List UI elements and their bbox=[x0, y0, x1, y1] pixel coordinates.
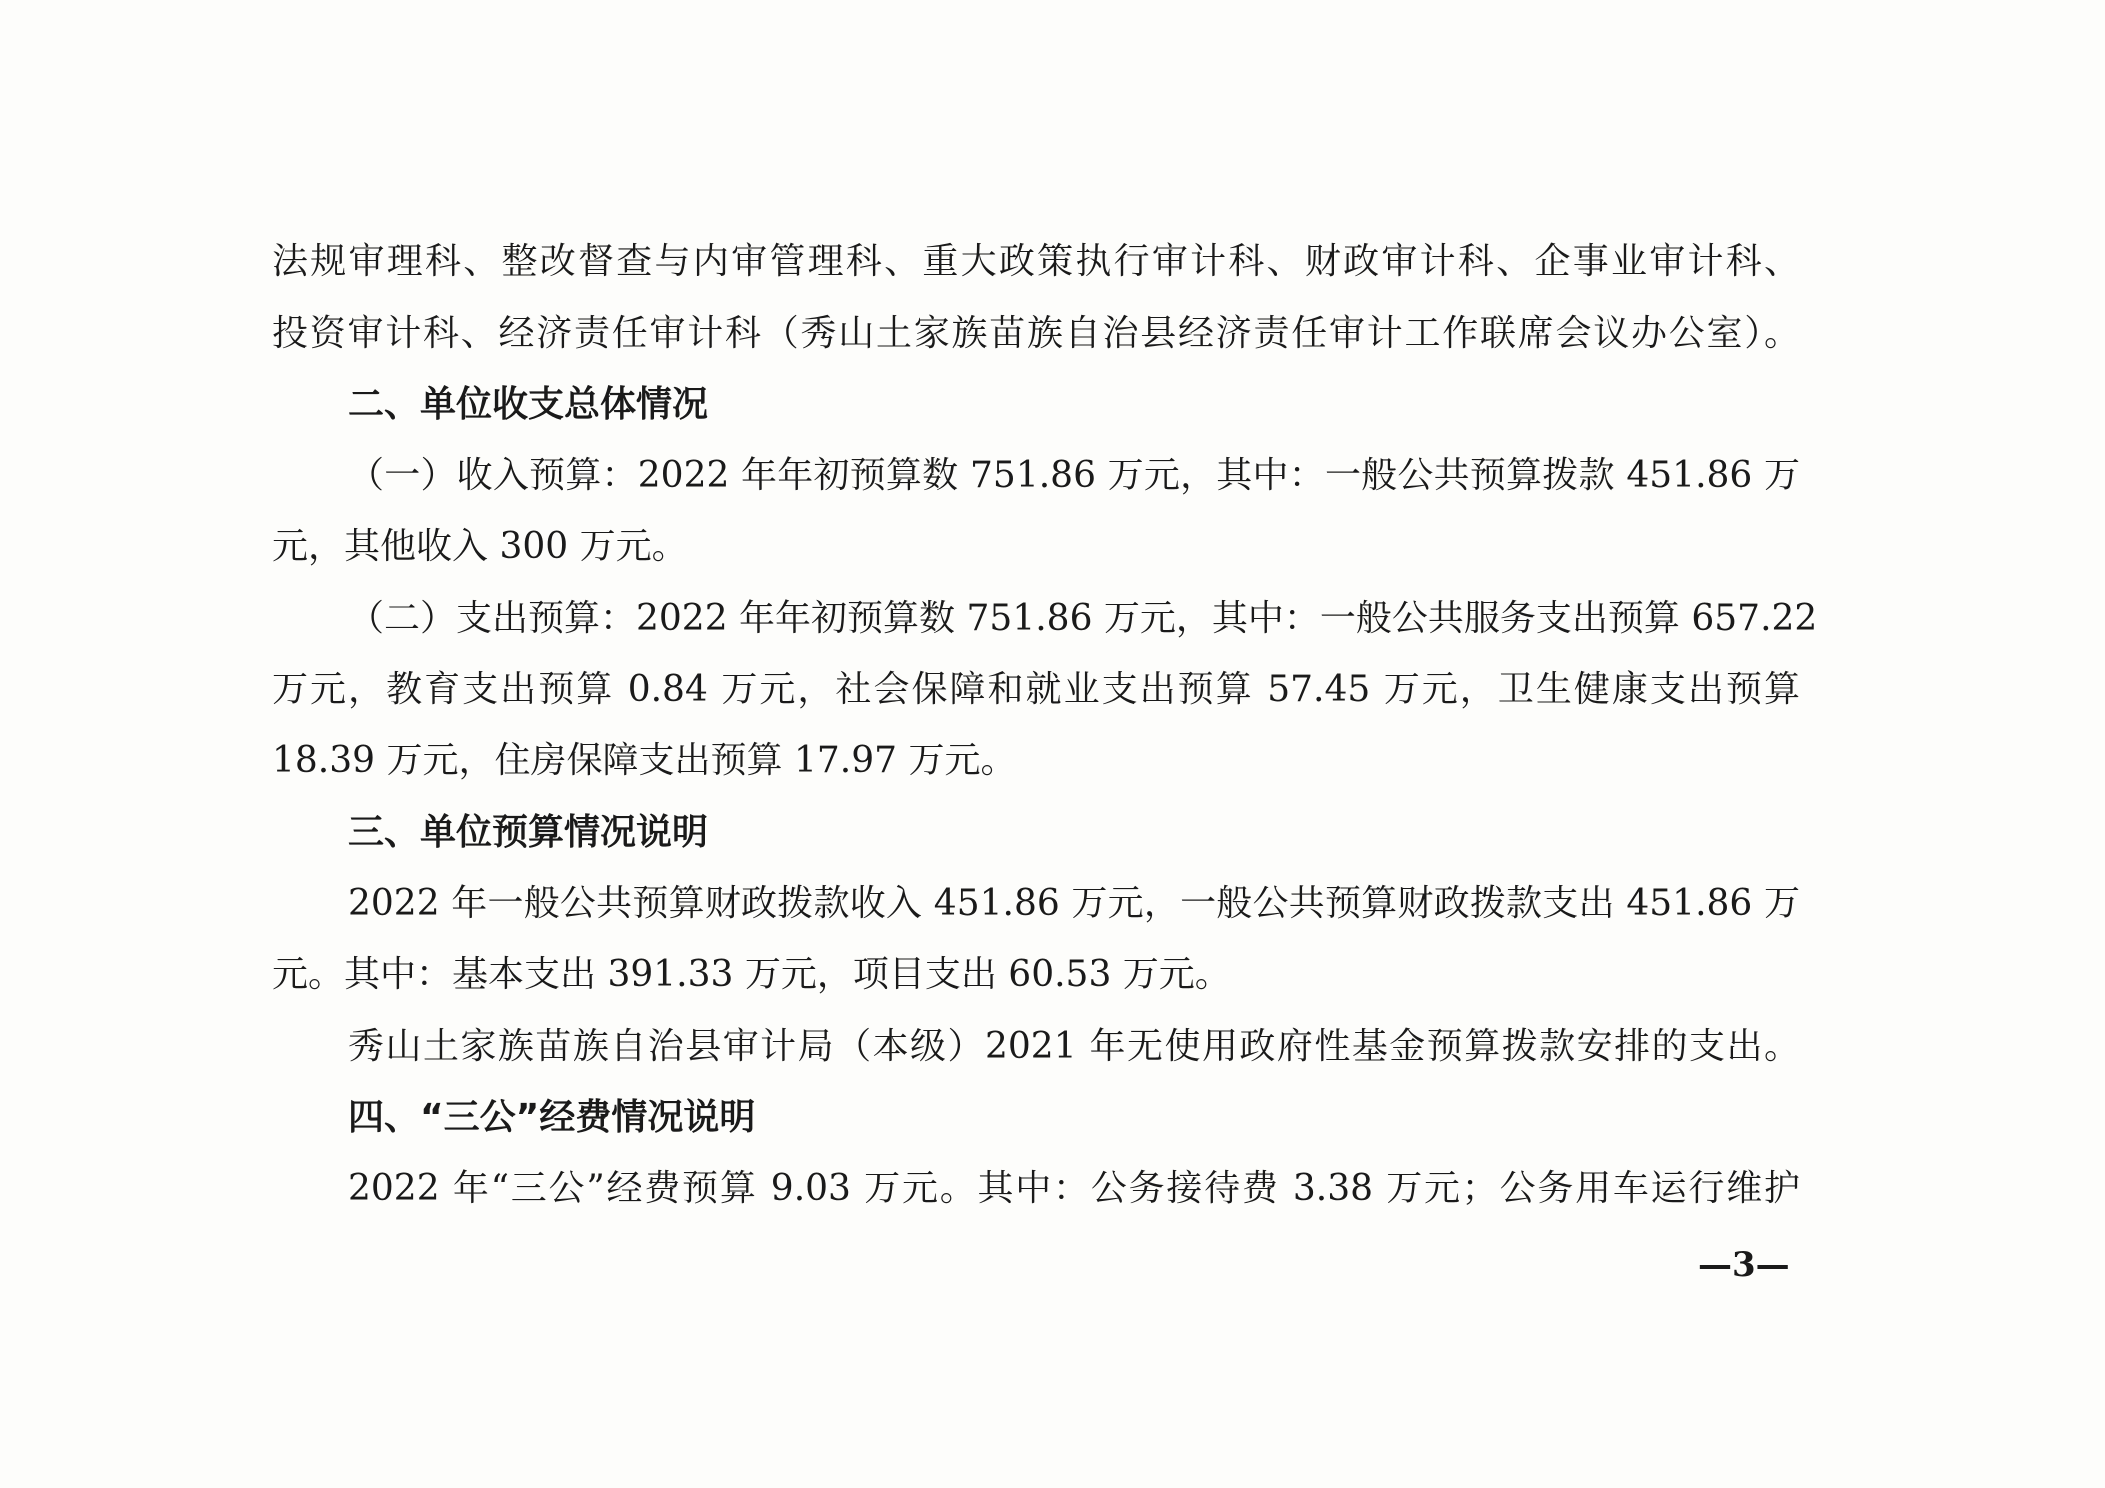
section-heading: 二、单位收支总体情况 bbox=[348, 384, 709, 425]
section-heading: 三、单位预算情况说明 bbox=[348, 812, 709, 853]
body-text-line: 2022 年一般公共预算财政拨款收入 451.86 万元，一般公共预算财政拨款支出 451.86 万 bbox=[348, 883, 1800, 924]
body-text-line: 投资审计科、经济责任审计科（秀山土家族苗族自治县经济责任审计工作联席会议办公室）。 bbox=[272, 313, 1800, 354]
body-text-line: 2022 年“三公”经费预算 9.03 万元。其中：公务接待费 3.38 万元；公务用车运行维护 bbox=[348, 1168, 1800, 1209]
body-text-line: （二）支出预算：2022 年年初预算数 751.86 万元，其中：一般公共服务支出预算 657.22 bbox=[348, 598, 1818, 639]
body-text-line: 18.39 万元，住房保障支出预算 17.97 万元。 bbox=[272, 740, 1017, 781]
body-text-line: 法规审理科、整改督查与内审管理科、重大政策执行审计科、财政审计科、企事业审计科、 bbox=[272, 241, 1800, 282]
body-text-line: （一）收入预算：2022 年年初预算数 751.86 万元，其中：一般公共预算拨款 451.86 万 bbox=[348, 455, 1800, 496]
section-heading: 四、“三公”经费情况说明 bbox=[348, 1097, 756, 1138]
body-text-line: 元。其中：基本支出 391.33 万元，项目支出 60.53 万元。 bbox=[272, 954, 1231, 995]
body-text-line: 万元，教育支出预算 0.84 万元，社会保障和就业支出预算 57.45 万元，卫生健康支出预算 bbox=[272, 669, 1800, 710]
body-text-line: 秀山土家族苗族自治县审计局（本级）2021 年无使用政府性基金预算拨款安排的支出。 bbox=[348, 1026, 1800, 1067]
body-text-line: 元，其他收入 300 万元。 bbox=[272, 526, 688, 567]
page-number: —3— bbox=[1698, 1245, 1790, 1285]
